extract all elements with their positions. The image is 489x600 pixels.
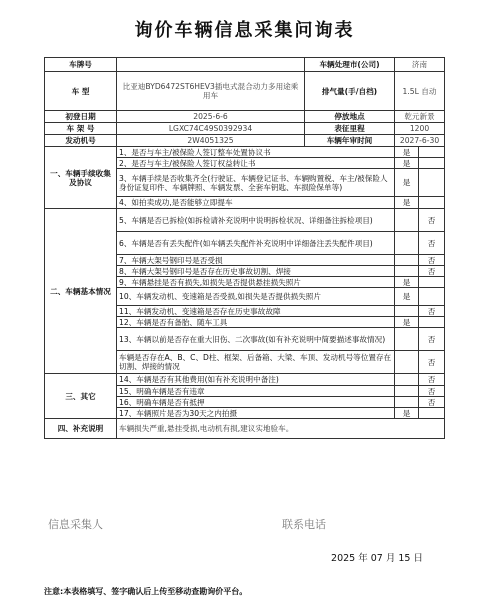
section-label: 一、车辆手续收集及协议 (45, 147, 117, 209)
answer-yes (395, 386, 419, 397)
answer-yes (395, 255, 419, 266)
location-label: 车辆处理市(公司) (305, 58, 395, 72)
answer-yes (395, 328, 419, 351)
row-reg-date (45, 111, 445, 123)
question-text: 10、车辆发动机、变速箱是否受损,如损失是否提供损失照片 (117, 288, 395, 306)
inquiry-form-table (44, 57, 445, 439)
vin-value: LGXC74C49S0392934 (117, 123, 305, 135)
displacement-value: 1.5L 自动 (395, 72, 445, 111)
answer-no (419, 277, 445, 288)
answer-yes (395, 232, 419, 255)
question-text: 15、明确车辆是否有违章 (117, 386, 395, 397)
collector-label: 信息采集人 (48, 518, 103, 531)
question-text: 12、车辆是否有备胎、随车工具 (117, 317, 395, 328)
form-title: 询价车辆信息采集问询表 (134, 20, 355, 41)
question-row (45, 147, 445, 158)
answer-yes (395, 374, 419, 386)
question-text: 13、车辆以前是否存在重大旧伤、二次事故(如有补充说明中简要描述事故情况) (117, 328, 395, 351)
answer-yes (395, 266, 419, 277)
answer-yes (395, 397, 419, 408)
engine-label: 发动机号 (45, 135, 117, 147)
question-text: 11、车辆发动机、变速箱是否存在历史事故故障 (117, 306, 395, 317)
answer-yes: 是 (395, 169, 419, 197)
answer-no (419, 147, 445, 158)
plate-label: 车牌号 (45, 58, 117, 72)
answer-no: 否 (419, 386, 445, 397)
answer-no (419, 288, 445, 306)
mileage-value: 1200 (395, 123, 445, 135)
inspection-value: 2027-6-30 (395, 135, 445, 147)
question-text: 2、是否与车主/被保险人签订权益转让书 (117, 158, 395, 169)
footer-note: 注意:本表格填写、签字确认后上传至移动查勘询价平台。 (44, 587, 248, 596)
answer-no: 否 (419, 255, 445, 266)
row-model (45, 72, 445, 111)
answer-no: 否 (419, 351, 445, 374)
engine-value: 2W4051325 (117, 135, 305, 147)
answer-no: 否 (419, 209, 445, 232)
section-label: 二、车辆基本情况 (45, 209, 117, 374)
question-text: 车辆是否存在A、B、C、D柱、框架、后备箱、大梁、车顶、发动机号等位置存在切割、焊接的情况 (117, 351, 395, 374)
question-text: 14、车辆是否有其他费用(如有补充说明中备注) (117, 374, 395, 386)
answer-no: 否 (419, 232, 445, 255)
question-text: 6、车辆是否有丢失配件(如车辆丢失配件补充说明中详细备注丢失配件项目) (117, 232, 395, 255)
section-label: 三、其它 (45, 374, 117, 419)
location-value: 济南 (395, 58, 445, 72)
model-value: 比亚迪BYD6472ST6HEV3插电式混合动力多用途乘用车 (117, 72, 305, 111)
question-text: 8、车辆大架号钢印号是否存在历史事故切割、焊接 (117, 266, 395, 277)
answer-no (419, 317, 445, 328)
parking-label: 停放地点 (305, 111, 395, 123)
parking-value: 乾元新景 (395, 111, 445, 123)
reg-date-label: 初登日期 (45, 111, 117, 123)
vin-label: 车 架 号 (45, 123, 117, 135)
answer-no (419, 197, 445, 209)
answer-no: 否 (419, 374, 445, 386)
answer-no: 否 (419, 328, 445, 351)
question-row (45, 374, 445, 386)
answer-yes: 是 (395, 408, 419, 419)
inspection-label: 车辆年审时间 (305, 135, 395, 147)
plate-value (117, 58, 305, 72)
answer-yes: 是 (395, 197, 419, 209)
model-label: 车 型 (45, 72, 117, 111)
answer-yes: 是 (395, 147, 419, 158)
question-text: 4、如拍卖成功,是否能够立即提车 (117, 197, 395, 209)
answer-yes (395, 351, 419, 374)
answer-no (419, 169, 445, 197)
answer-no: 否 (419, 397, 445, 408)
answer-no (419, 408, 445, 419)
reg-date-value: 2025-6-6 (117, 111, 305, 123)
answer-yes: 是 (395, 277, 419, 288)
question-text: 7、车辆大架号钢印号是否受损 (117, 255, 395, 266)
question-text: 9、车辆悬挂是否有损失,如损失是否提供悬挂损失照片 (117, 277, 395, 288)
supplement-label: 四、补充说明 (45, 419, 117, 439)
mileage-label: 表征里程 (305, 123, 395, 135)
question-text: 16、明确车辆是否有抵押 (117, 397, 395, 408)
form-date: 2025 年 07 月 15 日 (331, 553, 423, 564)
question-row (45, 209, 445, 232)
answer-yes: 是 (395, 288, 419, 306)
question-text: 1、是否与车主/被保险人签订整车处置协议书 (117, 147, 395, 158)
supplement-row (45, 419, 445, 439)
displacement-label: 排气量(手/自档) (305, 72, 395, 111)
contact-label: 联系电话 (282, 518, 326, 531)
row-engine (45, 135, 445, 147)
answer-yes (395, 209, 419, 232)
answer-yes (395, 306, 419, 317)
question-text: 5、车辆是否已拆检(如拆检请补充说明中说明拆检状况、详细备注拆检项目) (117, 209, 395, 232)
row-vin (45, 123, 445, 135)
question-text: 3、车辆手续是否收集齐全(行驶证、车辆登记证书、车辆购置税、车主/被保险人身份证复印件、车辆牌照、车辆发票、全套车钥匙、车损险保单等) (117, 169, 395, 197)
answer-no (419, 158, 445, 169)
row-plate (45, 58, 445, 72)
question-text: 17、车辆照片是否为30天之内拍摄 (117, 408, 395, 419)
answer-yes: 是 (395, 158, 419, 169)
supplement-text: 车辆损失严重,悬挂受损,电动机有损,建议实地验车。 (117, 419, 445, 439)
answer-no: 否 (419, 266, 445, 277)
answer-no: 否 (419, 306, 445, 317)
answer-yes: 是 (395, 317, 419, 328)
